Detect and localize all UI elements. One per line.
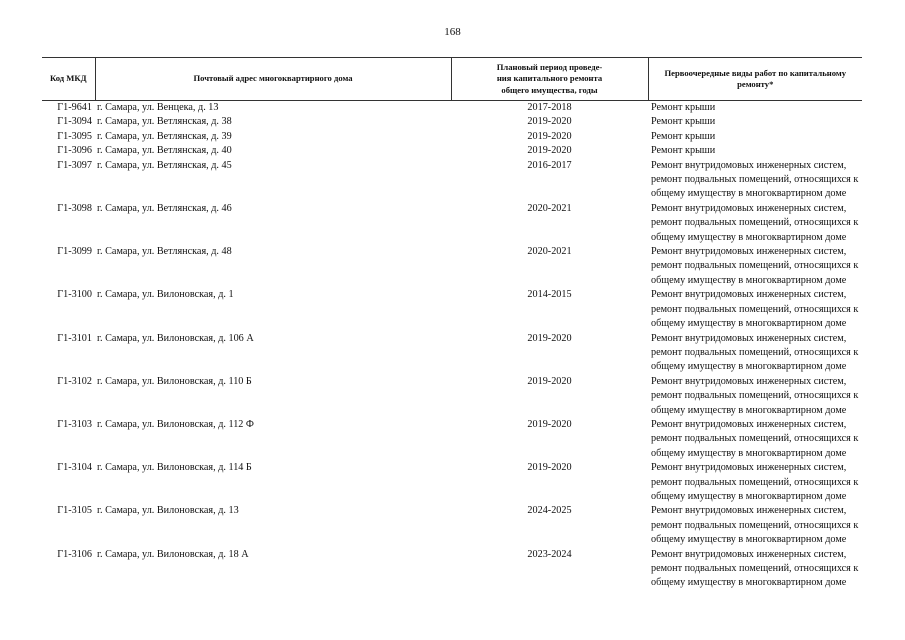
period-cell: 2019-2020 — [527, 375, 572, 387]
period-cell: 2019-2020 — [527, 130, 572, 142]
header-works — [648, 58, 862, 101]
mkd-code-cell: Г1-3105 — [57, 505, 92, 517]
works-cell — [648, 332, 862, 375]
header-address: Почтовый адрес многоквартирного дома — [95, 58, 451, 101]
table-body — [42, 101, 862, 591]
table-row — [42, 101, 862, 116]
mkd-code-cell: Г1-3104 — [57, 462, 92, 474]
header-period-line: общего имущества, годы — [501, 84, 598, 95]
header-works-line: ремонту* — [737, 79, 774, 89]
works-cell — [648, 144, 862, 158]
mkd-code-cell: Г1-3106 — [57, 548, 92, 560]
header-works-line: Первоочередные виды работ по капитальному — [664, 67, 847, 78]
page-number: 168 — [444, 26, 461, 38]
period-cell: 2016-2017 — [527, 159, 572, 171]
mkd-code-cell: Г1-3096 — [57, 145, 92, 157]
works-line: Ремонт крыши — [651, 102, 716, 113]
address-cell: г. Самара, ул. Вилоновская, д. 106 А — [97, 332, 254, 344]
capital-repair-table — [42, 57, 862, 591]
works-line: Ремонт внутридомовых инженерных систем, — [651, 375, 847, 387]
period-cell: 2020-2021 — [527, 246, 572, 258]
works-cell — [648, 461, 862, 504]
table-row — [42, 159, 862, 202]
period-cell: 2019-2020 — [527, 462, 572, 474]
works-line: ремонт подвальных помещений, относящихся к — [651, 563, 859, 574]
mkd-code-cell: Г1-3102 — [57, 375, 92, 387]
mkd-code-cell: Г1-3100 — [57, 289, 92, 301]
table-row — [42, 202, 862, 245]
works-cell — [648, 245, 862, 288]
works-line: общему имуществу в многоквартирном доме — [651, 318, 847, 330]
works-line: ремонт подвальных помещений, относящихся к — [651, 174, 859, 186]
works-line: общему имуществу в многоквартирном доме — [651, 274, 847, 286]
works-line: ремонт подвальных помещений, относящихся к — [651, 433, 859, 445]
works-cell — [648, 101, 862, 116]
works-line: Ремонт крыши — [651, 145, 716, 157]
table-row — [42, 548, 862, 591]
header-period-line: Плановый период проведе- — [496, 61, 603, 72]
mkd-code-cell: Г1-3098 — [57, 202, 92, 214]
works-cell — [648, 504, 862, 547]
address-cell: г. Самара, ул. Вилоновская, д. 1 — [97, 289, 234, 301]
works-line: общему имуществу в многоквартирном доме — [651, 361, 847, 373]
works-line: ремонт подвальных помещений, относящихся к — [651, 303, 859, 315]
works-line: ремонт подвальных помещений, относящихся к — [651, 217, 859, 229]
address-cell: г. Самара, ул. Ветлянская, д. 38 — [97, 116, 232, 128]
mkd-code-cell: Г1-3103 — [57, 418, 92, 430]
address-cell: г. Самара, ул. Венцека, д. 13 — [97, 102, 219, 113]
works-line: общему имуществу в многоквартирном доме — [651, 231, 847, 243]
address-cell: г. Самара, ул. Ветлянская, д. 40 — [97, 145, 232, 157]
works-line: общему имуществу в многоквартирном доме — [651, 188, 847, 200]
works-line: Ремонт внутридомовых инженерных систем, — [651, 246, 847, 258]
period-cell: 2019-2020 — [527, 145, 572, 157]
works-line: ремонт подвальных помещений, относящихся к — [651, 476, 859, 488]
period-cell: 2024-2025 — [527, 505, 572, 517]
works-line: Ремонт крыши — [651, 130, 716, 142]
works-line: Ремонт крыши — [651, 116, 716, 128]
works-cell — [648, 375, 862, 418]
table-row — [42, 115, 862, 129]
mkd-code-cell: Г1-3095 — [57, 130, 92, 142]
address-cell: г. Самара, ул. Вилоновская, д. 110 Б — [97, 375, 252, 387]
works-cell — [648, 288, 862, 331]
table-row — [42, 144, 862, 158]
period-cell: 2017-2018 — [527, 102, 572, 113]
works-cell — [648, 159, 862, 202]
works-line: Ремонт внутридомовых инженерных систем, — [651, 505, 847, 517]
address-cell: г. Самара, ул. Вилоновская, д. 13 — [97, 505, 239, 517]
works-cell — [648, 202, 862, 245]
mkd-code-cell: Г1-9641 — [57, 102, 92, 113]
table-row — [42, 375, 862, 418]
works-line: Ремонт внутридомовых инженерных систем, — [651, 332, 847, 344]
table-row — [42, 288, 862, 331]
address-cell: г. Самара, ул. Ветлянская, д. 39 — [97, 130, 232, 142]
works-line: ремонт подвальных помещений, относящихся к — [651, 519, 859, 531]
works-cell — [648, 418, 862, 461]
table-row — [42, 461, 862, 504]
table-row — [42, 332, 862, 375]
address-cell: г. Самара, ул. Вилоновская, д. 112 Ф — [97, 418, 254, 430]
table-row — [42, 245, 862, 288]
mkd-code-cell: Г1-3099 — [57, 246, 92, 258]
works-line: общему имуществу в многоквартирном доме — [651, 490, 847, 502]
works-line: Ремонт внутридомовых инженерных систем, — [651, 462, 847, 474]
works-line: общему имуществу в многоквартирном доме — [651, 577, 847, 589]
header-period — [451, 58, 648, 101]
works-line: ремонт подвальных помещений, относящихся к — [651, 390, 859, 402]
period-cell: 2014-2015 — [527, 289, 572, 301]
period-cell: 2019-2020 — [527, 418, 572, 430]
works-line: Ремонт внутридомовых инженерных систем, — [651, 548, 847, 560]
works-line: общему имуществу в многоквартирном доме — [651, 447, 847, 459]
period-cell: 2019-2020 — [527, 332, 572, 344]
mkd-code-cell: Г1-3101 — [57, 332, 92, 344]
works-line: Ремонт внутридомовых инженерных систем, — [651, 202, 847, 214]
works-cell — [648, 548, 862, 591]
period-cell: 2023-2024 — [527, 548, 572, 560]
works-line: ремонт подвальных помещений, относящихся к — [651, 346, 859, 358]
address-cell: г. Самара, ул. Ветлянская, д. 46 — [97, 202, 232, 214]
works-line: общему имуществу в многоквартирном доме — [651, 534, 847, 546]
works-line: Ремонт внутридомовых инженерных систем, — [651, 159, 847, 171]
works-line: Ремонт внутридомовых инженерных систем, — [651, 289, 847, 301]
table-row — [42, 504, 862, 547]
address-cell: г. Самара, ул. Вилоновская, д. 18 А — [97, 548, 249, 560]
works-cell — [648, 130, 862, 144]
header-code: Код МКД — [42, 58, 95, 101]
period-cell: 2019-2020 — [527, 116, 572, 128]
table-row — [42, 418, 862, 461]
works-line: Ремонт внутридомовых инженерных систем, — [651, 418, 847, 430]
works-line: общему имуществу в многоквартирном доме — [651, 404, 847, 416]
period-cell: 2020-2021 — [527, 202, 572, 214]
works-line: ремонт подвальных помещений, относящихся к — [651, 260, 859, 272]
address-cell: г. Самара, ул. Ветлянская, д. 45 — [97, 159, 232, 171]
address-cell: г. Самара, ул. Ветлянская, д. 48 — [97, 246, 232, 258]
mkd-code-cell: Г1-3094 — [57, 116, 92, 128]
header-period-line: ния капитального ремонта — [496, 73, 603, 84]
table-row — [42, 130, 862, 144]
address-cell: г. Самара, ул. Вилоновская, д. 114 Б — [97, 462, 252, 474]
works-cell — [648, 115, 862, 129]
table-header-row — [42, 58, 862, 101]
mkd-code-cell: Г1-3097 — [57, 159, 92, 171]
